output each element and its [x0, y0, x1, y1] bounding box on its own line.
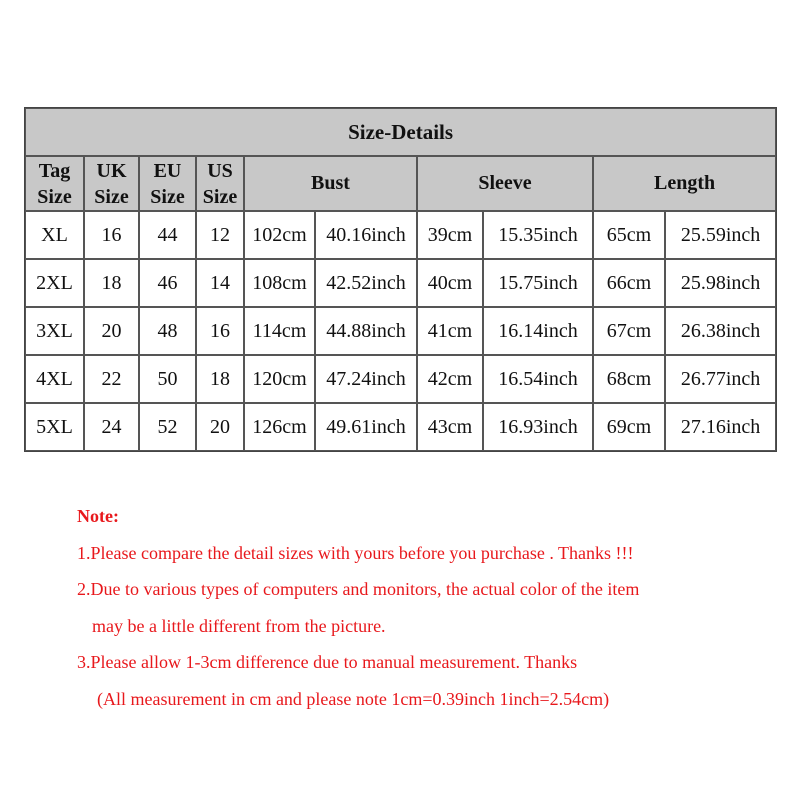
header-bust: Bust	[244, 156, 417, 211]
table-row	[25, 355, 776, 403]
table-cell: 15.35inch	[483, 211, 593, 259]
table-title: Size-Details	[25, 108, 776, 156]
table-cell: 48	[139, 307, 196, 355]
table-cell: 16.93inch	[483, 403, 593, 451]
table-cell: 44.88inch	[315, 307, 417, 355]
table-cell: 25.98inch	[665, 259, 776, 307]
table-cell: 16.54inch	[483, 355, 593, 403]
table-row	[25, 307, 776, 355]
table-cell: 2XL	[25, 259, 84, 307]
table-row	[25, 259, 776, 307]
table-cell: 26.38inch	[665, 307, 776, 355]
table-cell: 65cm	[593, 211, 665, 259]
table-cell: 69cm	[593, 403, 665, 451]
table-cell: 18	[196, 355, 244, 403]
table-cell: 16.14inch	[483, 307, 593, 355]
table-cell: 25.59inch	[665, 211, 776, 259]
table-cell: 67cm	[593, 307, 665, 355]
table-cell: 40.16inch	[315, 211, 417, 259]
table-cell: 68cm	[593, 355, 665, 403]
table-cell: 12	[196, 211, 244, 259]
size-details-table	[24, 107, 777, 452]
table-cell: 41cm	[417, 307, 483, 355]
header-uk-size: UK Size	[84, 156, 139, 211]
header-sleeve: Sleeve	[417, 156, 593, 211]
table-cell: 42.52inch	[315, 259, 417, 307]
table-cell: 47.24inch	[315, 355, 417, 403]
table-cell: 3XL	[25, 307, 84, 355]
table-cell: 27.16inch	[665, 403, 776, 451]
table-cell: 46	[139, 259, 196, 307]
table-cell: 39cm	[417, 211, 483, 259]
table-body	[25, 211, 776, 451]
table-row	[25, 211, 776, 259]
table-cell: 26.77inch	[665, 355, 776, 403]
header-eu-size: EU Size	[139, 156, 196, 211]
note-line-3: 3.Please allow 1-3cm difference due to manual measurement. Thanks	[77, 652, 578, 672]
table-cell: 24	[84, 403, 139, 451]
table-cell: 15.75inch	[483, 259, 593, 307]
table-cell: 50	[139, 355, 196, 403]
note-line-2-continued: may be a little different from the picture.	[92, 615, 386, 636]
notes-section	[77, 498, 777, 717]
table-cell: 43cm	[417, 403, 483, 451]
table-cell: 22	[84, 355, 139, 403]
table-cell: 18	[84, 259, 139, 307]
table-cell: XL	[25, 211, 84, 259]
table-cell: 20	[84, 307, 139, 355]
note-line-1: 1.Please compare the detail sizes with yours before you purchase . Thanks !!!	[77, 542, 634, 563]
table-cell: 14	[196, 259, 244, 307]
table-cell: 16	[196, 307, 244, 355]
table-cell: 5XL	[25, 403, 84, 451]
table-cell: 49.61inch	[315, 403, 417, 451]
header-tag-size: Tag Size	[25, 156, 84, 211]
note-line-3-continued: (All measurement in cm and please note 1cm=0.39inch 1inch=2.54cm)	[97, 688, 610, 709]
table-cell: 120cm	[244, 355, 315, 403]
table-cell: 42cm	[417, 355, 483, 403]
note-line-2: 2.Due to various types of computers and monitors, the actual color of the item	[77, 579, 640, 599]
table-cell: 102cm	[244, 211, 315, 259]
table-cell: 44	[139, 211, 196, 259]
table-row	[25, 403, 776, 451]
note-title: Note:	[77, 506, 119, 526]
header-us-size: US Size	[196, 156, 244, 211]
table-cell: 20	[196, 403, 244, 451]
table-cell: 16	[84, 211, 139, 259]
table-cell: 108cm	[244, 259, 315, 307]
header-length: Length	[593, 156, 776, 211]
table-cell: 40cm	[417, 259, 483, 307]
table-cell: 52	[139, 403, 196, 451]
table-cell: 126cm	[244, 403, 315, 451]
table-cell: 4XL	[25, 355, 84, 403]
table-cell: 66cm	[593, 259, 665, 307]
table-cell: 114cm	[244, 307, 315, 355]
